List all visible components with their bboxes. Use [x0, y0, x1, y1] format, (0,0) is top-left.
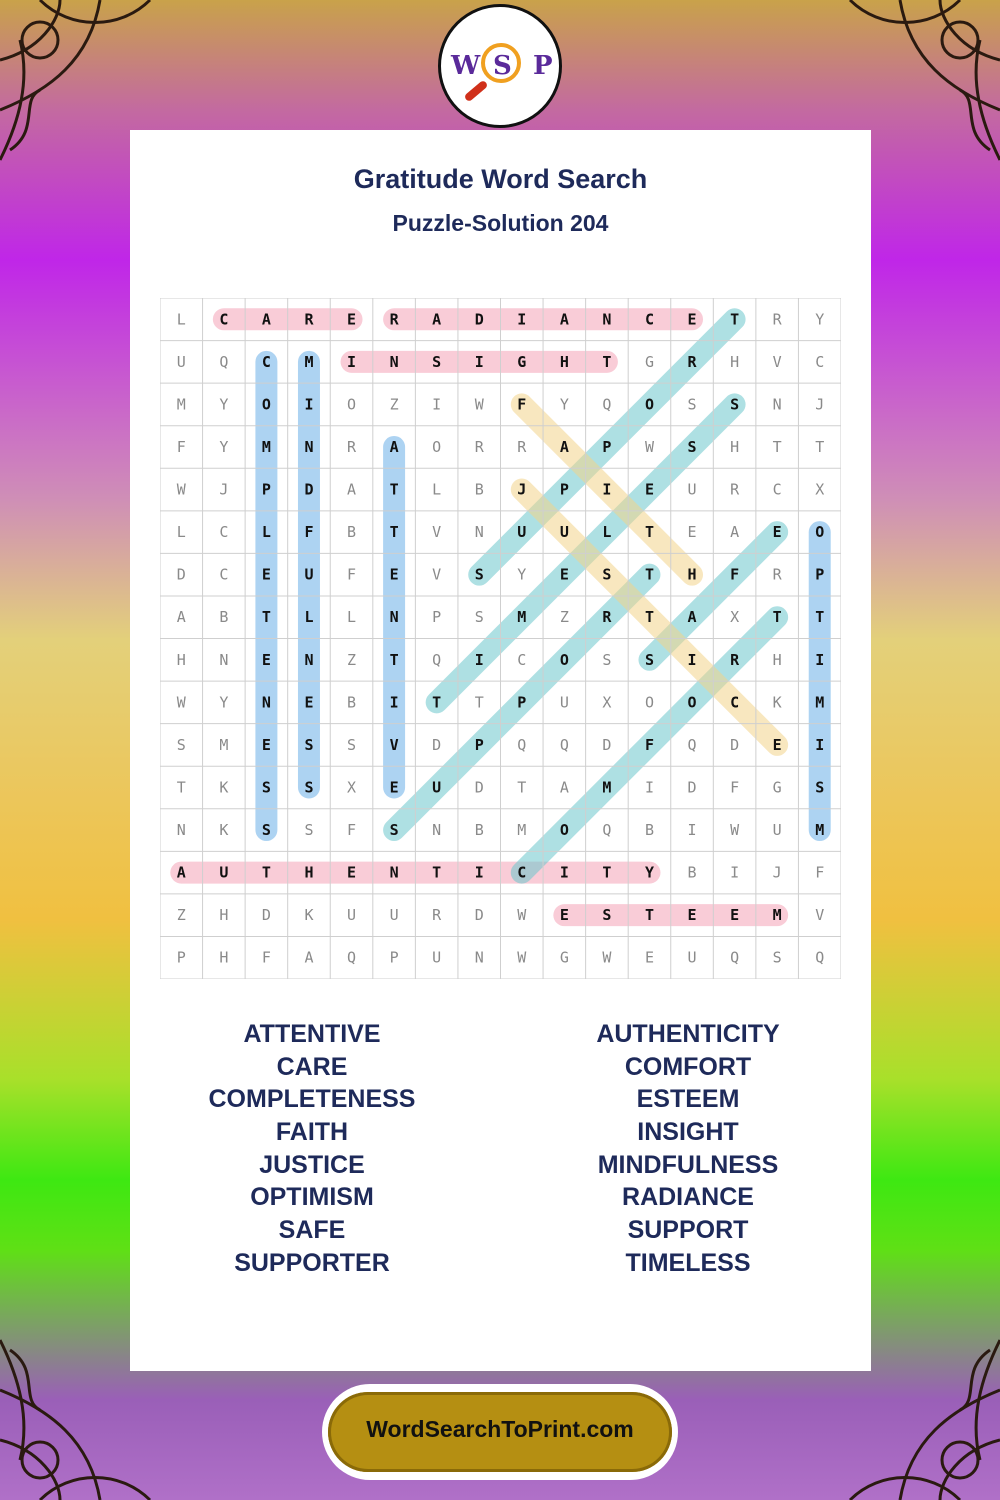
grid-cell-letter: E	[644, 948, 654, 967]
grid-cell-letter: H	[559, 352, 569, 371]
grid-cell-letter: E	[261, 650, 271, 669]
grid-cell-letter: G	[559, 948, 569, 967]
logo-letter-s: S	[493, 51, 512, 81]
grid-cell-letter: Q	[432, 650, 442, 669]
grid-cell-letter: I	[687, 821, 697, 840]
word-list-right	[558, 1018, 818, 1280]
grid-cell-letter: D	[261, 906, 271, 925]
grid-cell-letter: W	[176, 480, 186, 499]
grid-cell-letter: T	[772, 437, 782, 456]
grid-cell-letter: X	[730, 608, 740, 627]
grid-cell-letter: P	[389, 948, 399, 967]
grid-cell-letter: T	[474, 693, 484, 712]
grid-cell-letter: Y	[644, 863, 654, 882]
grid-cell-letter: T	[389, 480, 399, 499]
grid-cell-letter: T	[772, 608, 782, 627]
grid-cell-letter: B	[687, 863, 697, 882]
grid-cell-letter: F	[517, 395, 527, 414]
grid-cell-letter: R	[687, 352, 697, 371]
grid-cell-letter: E	[772, 735, 782, 754]
grid-cell-letter: T	[644, 565, 654, 584]
grid-cell-letter: S	[687, 395, 697, 414]
grid-cell-letter: S	[772, 948, 782, 967]
grid-cell-letter: U	[219, 863, 229, 882]
grid-cell-letter: Y	[815, 310, 825, 329]
grid-cell-letter: F	[644, 735, 654, 754]
grid-cell-letter: A	[687, 608, 697, 627]
grid-cell-letter: O	[644, 395, 654, 414]
grid-cell-letter: E	[644, 480, 654, 499]
grid-cell-letter: R	[474, 437, 484, 456]
grid-cell-letter: R	[772, 565, 782, 584]
grid-cell-letter: X	[815, 480, 825, 499]
grid-cell-letter: L	[176, 523, 186, 542]
grid-cell-letter: T	[815, 437, 825, 456]
grid-cell-letter: C	[517, 650, 527, 669]
grid-cell-letter: N	[389, 352, 399, 371]
grid-cell-letter: C	[815, 352, 825, 371]
grid-cell-letter: A	[261, 310, 271, 329]
grid-cell-letter: I	[730, 863, 740, 882]
grid-cell-letter: W	[176, 693, 186, 712]
grid-cell-letter: L	[304, 608, 314, 627]
word-list-item: MINDFULNESS	[597, 1150, 779, 1179]
grid-cell-letter: I	[602, 480, 612, 499]
grid-cell-letter: H	[304, 863, 314, 882]
grid-cell-letter: H	[687, 565, 697, 584]
grid-cell-letter: E	[389, 565, 399, 584]
grid-cell-letter: J	[219, 480, 229, 499]
grid-cell-letter: S	[261, 778, 271, 797]
grid-cell-letter: C	[219, 310, 229, 329]
grid-cell-letter: B	[347, 523, 357, 542]
grid-cell-letter: X	[347, 778, 357, 797]
grid-cell-letter: E	[687, 523, 697, 542]
grid-cell-letter: N	[219, 650, 229, 669]
grid-cell-letter: T	[261, 608, 271, 627]
grid-cell-letter: L	[602, 523, 612, 542]
grid-cell-letter: Q	[602, 821, 612, 840]
grid-cell-letter: C	[219, 565, 229, 584]
grid-cell-letter: Q	[687, 735, 697, 754]
grid-cell-letter: K	[304, 906, 314, 925]
grid-cell-letter: T	[389, 523, 399, 542]
grid-cell-letter: N	[389, 863, 399, 882]
grid-cell-letter: Q	[730, 948, 740, 967]
grid-cell-letter: N	[176, 821, 186, 840]
grid-cell-letter: N	[602, 310, 612, 329]
grid-cell-letter: R	[389, 310, 399, 329]
grid-cell-letter: N	[261, 693, 271, 712]
grid-cell-letter: J	[772, 863, 782, 882]
grid-cell-letter: D	[602, 735, 612, 754]
grid-cell-letter: D	[304, 480, 314, 499]
grid-cell-letter: U	[772, 821, 782, 840]
grid-cell-letter: T	[261, 863, 271, 882]
grid-cell-letter: H	[219, 948, 229, 967]
grid-cell-letter: V	[815, 906, 825, 925]
grid-cell-letter: N	[474, 523, 484, 542]
grid-cell-letter: L	[176, 310, 186, 329]
grid-cell-letter: M	[517, 608, 527, 627]
grid-cell-letter: T	[815, 608, 825, 627]
grid-cell-letter: P	[261, 480, 271, 499]
grid-cell-letter: T	[432, 693, 442, 712]
grid-cell-letter: N	[474, 948, 484, 967]
grid-cell-letter: T	[176, 778, 186, 797]
grid-cell-letter: G	[644, 352, 654, 371]
grid-cell-letter: E	[687, 310, 697, 329]
grid-cell-letter: Q	[559, 735, 569, 754]
wsp-logo[interactable]	[438, 4, 562, 128]
grid-cell-letter: T	[644, 523, 654, 542]
grid-cell-letter: Q	[602, 395, 612, 414]
grid-cell-letter: B	[474, 821, 484, 840]
grid-cell-letter: W	[517, 906, 527, 925]
grid-cell-letter: W	[474, 395, 484, 414]
grid-cell-letter: I	[517, 310, 527, 329]
word-list-item: CARE	[276, 1052, 348, 1081]
grid-cell-letter: E	[559, 565, 569, 584]
grid-cell-letter: A	[559, 437, 569, 456]
grid-cell-letter: K	[772, 693, 782, 712]
grid-cell-letter: U	[304, 565, 314, 584]
grid-cell-letter: S	[261, 821, 271, 840]
grid-cell-letter: Z	[559, 608, 569, 627]
grid-cell-letter: I	[347, 352, 357, 371]
grid-cell-letter: F	[730, 778, 740, 797]
grid-cell-letter: B	[347, 693, 357, 712]
grid-cell-letter: E	[772, 523, 782, 542]
grid-cell-letter: I	[687, 650, 697, 669]
grid-cell-letter: U	[559, 523, 569, 542]
word-list-left	[182, 1018, 442, 1280]
grid-cell-letter: W	[602, 948, 612, 967]
grid-cell-letter: R	[730, 480, 740, 499]
word-list-item: TIMELESS	[625, 1248, 751, 1277]
logo-letter-p: P	[533, 51, 553, 81]
grid-cell-letter: I	[644, 778, 654, 797]
word-list-item: OPTIMISM	[250, 1183, 374, 1212]
grid-cell-letter: P	[432, 608, 442, 627]
grid-cell-letter: I	[432, 395, 442, 414]
word-list-item: ATTENTIVE	[243, 1020, 381, 1048]
word-list-item: INSIGHT	[637, 1118, 739, 1147]
grid-cell-letter: U	[687, 480, 697, 499]
word-search-grid	[160, 298, 841, 979]
grid-cell-letter: B	[219, 608, 229, 627]
grid-cell-letter: O	[261, 395, 271, 414]
grid-cell-letter: K	[219, 821, 229, 840]
grid-cell-letter: M	[815, 821, 825, 840]
site-footer[interactable]	[322, 1384, 678, 1480]
grid-cell-letter: N	[304, 650, 314, 669]
grid-cell-letter: R	[772, 310, 782, 329]
page-title: Gratitude Word Search	[353, 164, 648, 194]
grid-cell-letter: F	[304, 523, 314, 542]
grid-cell-letter: N	[772, 395, 782, 414]
grid-cell-letter: K	[219, 778, 229, 797]
grid-cell-letter: U	[347, 906, 357, 925]
grid-cell-letter: S	[432, 352, 442, 371]
word-list-item: SAFE	[278, 1216, 346, 1245]
grid-cell-letter: C	[261, 352, 271, 371]
grid-cell-letter: A	[304, 948, 314, 967]
grid-cell-letter: S	[474, 608, 484, 627]
grid-cell-letter: M	[602, 778, 612, 797]
grid-cell-letter: E	[347, 310, 357, 329]
grid-cell-letter: R	[304, 310, 314, 329]
grid-cell-letter: Y	[219, 437, 229, 456]
grid-cell-letter: S	[304, 735, 314, 754]
grid-cell-letter: D	[687, 778, 697, 797]
grid-cell-letter: P	[559, 480, 569, 499]
grid-cell-letter: N	[304, 437, 314, 456]
grid-cell-letter: T	[730, 310, 740, 329]
grid-cell-letter: H	[219, 906, 229, 925]
grid-cell-letter: A	[559, 778, 569, 797]
grid-cell-letter: Y	[559, 395, 569, 414]
grid-cell-letter: S	[815, 778, 825, 797]
grid-cell-letter: I	[815, 650, 825, 669]
grid-cell-letter: T	[644, 608, 654, 627]
grid-cell-letter: M	[304, 352, 314, 371]
grid-cell-letter: R	[602, 608, 612, 627]
grid-cell-letter: Z	[389, 395, 399, 414]
grid-cell-letter: S	[644, 650, 654, 669]
grid-cell-letter: I	[474, 650, 484, 669]
grid-cell-letter: E	[559, 906, 569, 925]
grid-cell-letter: E	[730, 906, 740, 925]
grid-cell-letter: J	[815, 395, 825, 414]
grid-cell-letter: Q	[347, 948, 357, 967]
grid-cell-letter: S	[347, 735, 357, 754]
grid-cell-letter: P	[474, 735, 484, 754]
grid-cell-letter: G	[517, 352, 527, 371]
word-list-item: COMPLETENESS	[208, 1085, 416, 1114]
grid-cell-letter: W	[730, 821, 740, 840]
grid-cell-letter: T	[602, 863, 612, 882]
grid-cell-letter: N	[389, 608, 399, 627]
grid-cell-letter: T	[389, 650, 399, 669]
grid-cell-letter: M	[815, 693, 825, 712]
grid-cell-letter: U	[176, 352, 186, 371]
grid-cell-letter: F	[347, 821, 357, 840]
grid-cell-letter: I	[389, 693, 399, 712]
grid-cell-letter: E	[389, 778, 399, 797]
grid-cell-letter: E	[687, 906, 697, 925]
grid-cell-letter: S	[176, 735, 186, 754]
grid-cell-letter: F	[176, 437, 186, 456]
grid-cell-letter: R	[517, 437, 527, 456]
grid-cell-letter: E	[304, 693, 314, 712]
grid-cell-letter: O	[644, 693, 654, 712]
grid-cell-letter: C	[644, 310, 654, 329]
grid-cell-letter: V	[432, 565, 442, 584]
grid-cell-letter: A	[176, 863, 186, 882]
grid-cell-letter: H	[772, 650, 782, 669]
grid-canvas	[160, 298, 841, 979]
grid-cell-letter: O	[815, 523, 825, 542]
grid-cell-letter: U	[687, 948, 697, 967]
grid-cell-letter: H	[176, 650, 186, 669]
grid-cell-letter: C	[730, 693, 740, 712]
grid-cell-letter: L	[261, 523, 271, 542]
grid-cell-letter: Y	[219, 395, 229, 414]
word-list-item: RADIANCE	[622, 1183, 754, 1212]
grid-cell-letter: O	[687, 693, 697, 712]
grid-cell-letter: M	[176, 395, 186, 414]
grid-cell-letter: A	[389, 437, 399, 456]
grid-cell-letter: D	[474, 906, 484, 925]
grid-cell-letter: S	[602, 565, 612, 584]
grid-cell-letter: U	[432, 948, 442, 967]
grid-cell-letter: D	[730, 735, 740, 754]
grid-cell-letter: U	[517, 523, 527, 542]
word-list-item: SUPPORT	[627, 1216, 749, 1245]
grid-cell-letter: H	[730, 352, 740, 371]
grid-cell-letter: M	[772, 906, 782, 925]
grid-cell-letter: S	[687, 437, 697, 456]
grid-cell-letter: C	[517, 863, 527, 882]
magnifier-handle	[463, 80, 488, 103]
grid-cell-letter: O	[559, 821, 569, 840]
site-link-text: WordSearchToPrint.com	[366, 1416, 634, 1442]
grid-cell-letter: Y	[219, 693, 229, 712]
grid-cell-letter: D	[176, 565, 186, 584]
grid-cell-letter: S	[730, 395, 740, 414]
grid-cell-letter: F	[730, 565, 740, 584]
grid-cell-letter: T	[517, 778, 527, 797]
grid-cell-letter: L	[347, 608, 357, 627]
grid-cell-letter: O	[432, 437, 442, 456]
grid-cell-letter: G	[772, 778, 782, 797]
grid-cell-letter: C	[219, 523, 229, 542]
grid-cell-letter: I	[304, 395, 314, 414]
grid-cell-letter: R	[730, 650, 740, 669]
grid-cell-letter: T	[644, 906, 654, 925]
grid-cell-letter: U	[389, 906, 399, 925]
grid-cell-letter: M	[261, 437, 271, 456]
grid-cell-letter: W	[517, 948, 527, 967]
page-subtitle: Puzzle-Solution 204	[392, 210, 609, 236]
grid-cell-letter: P	[176, 948, 186, 967]
grid-cell-letter: Y	[517, 565, 527, 584]
grid-cell-letter: Q	[517, 735, 527, 754]
grid-cell-letter: N	[432, 821, 442, 840]
grid-cell-letter: T	[432, 863, 442, 882]
grid-cell-letter: F	[261, 948, 271, 967]
grid-cell-letter: A	[176, 608, 186, 627]
grid-cell-letter: R	[432, 906, 442, 925]
grid-cell-letter: V	[389, 735, 399, 754]
grid-cell-letter: F	[347, 565, 357, 584]
grid-cell-letter: P	[517, 693, 527, 712]
grid-cell-letter: S	[602, 906, 612, 925]
grid-cell-letter: D	[474, 310, 484, 329]
site-link-button[interactable]	[328, 1392, 672, 1472]
grid-cell-letter: D	[474, 778, 484, 797]
grid-cell-letter: J	[517, 480, 527, 499]
grid-cell-letter: O	[559, 650, 569, 669]
grid-cell-letter: P	[602, 437, 612, 456]
grid-cell-letter: Q	[219, 352, 229, 371]
grid-cell-letter: S	[389, 821, 399, 840]
grid-cell-letter: I	[474, 352, 484, 371]
grid-cell-letter: M	[219, 735, 229, 754]
grid-cell-letter: A	[730, 523, 740, 542]
grid-cell-letter: A	[432, 310, 442, 329]
grid-cell-letter: E	[261, 565, 271, 584]
grid-cell-letter: R	[347, 437, 357, 456]
grid-cell-letter: C	[772, 480, 782, 499]
word-list-item: SUPPORTER	[234, 1248, 390, 1277]
grid-cell-letter: I	[559, 863, 569, 882]
grid-cell-letter: A	[347, 480, 357, 499]
logo-letter-w: W	[451, 51, 481, 81]
grid-cell-letter: P	[815, 565, 825, 584]
word-list-item: COMFORT	[624, 1052, 752, 1081]
grid-cell-letter: U	[559, 693, 569, 712]
grid-cell-letter: I	[815, 735, 825, 754]
grid-cell-letter: L	[432, 480, 442, 499]
grid-cell-letter: Q	[815, 948, 825, 967]
grid-cell-letter: H	[730, 437, 740, 456]
word-list-item: ESTEEM	[636, 1085, 740, 1114]
word-list-item: AUTHENTICITY	[596, 1020, 780, 1048]
grid-cell-letter: A	[559, 310, 569, 329]
grid-cell-letter: S	[602, 650, 612, 669]
grid-cell-letter: E	[261, 735, 271, 754]
grid-cell-letter: I	[474, 863, 484, 882]
grid-cell-letter: S	[304, 778, 314, 797]
grid-cell-letter: F	[815, 863, 825, 882]
grid-cell-letter: E	[347, 863, 357, 882]
grid-cell-letter: B	[474, 480, 484, 499]
grid-cell-letter: D	[432, 735, 442, 754]
grid-cell-letter: O	[347, 395, 357, 414]
grid-cell-letter: W	[644, 437, 654, 456]
grid-cell-letter: S	[474, 565, 484, 584]
grid-cell-letter: B	[644, 821, 654, 840]
puzzle-card	[130, 130, 871, 1371]
grid-cell-letter: Z	[176, 906, 186, 925]
word-list-item: FAITH	[275, 1118, 349, 1147]
grid-cell-letter: M	[517, 821, 527, 840]
grid-cell-letter: Z	[347, 650, 357, 669]
grid-cell-letter: V	[432, 523, 442, 542]
grid-cell-letter: X	[602, 693, 612, 712]
grid-cell-letter: T	[602, 352, 612, 371]
word-list-item: JUSTICE	[259, 1150, 365, 1179]
grid-cell-letter: V	[772, 352, 782, 371]
grid-cell-letter: U	[432, 778, 442, 797]
grid-cell-letter: S	[304, 821, 314, 840]
